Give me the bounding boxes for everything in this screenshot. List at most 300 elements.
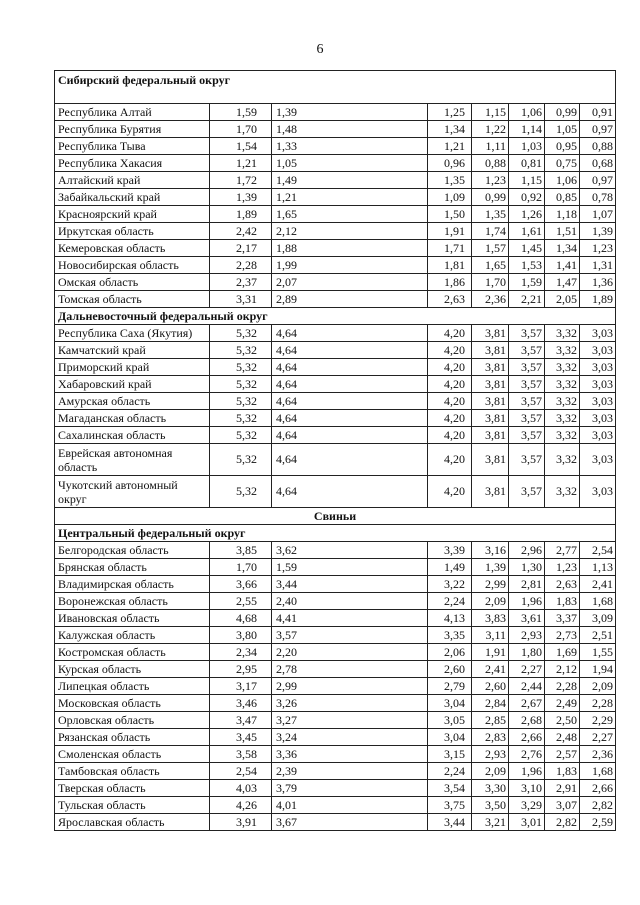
region-name-cell: Приморский край [55,359,210,376]
value-cell: 2,96 [509,542,545,559]
value-cell: 2,12 [545,661,580,678]
value-cell: 1,35 [428,172,472,189]
value-cell: 2,21 [509,291,545,308]
value-cell: 2,76 [509,746,545,763]
value-cell: 1,68 [580,763,616,780]
value-cell: 1,39 [272,104,428,121]
table-row [55,121,616,138]
value-cell: 3,57 [509,427,545,444]
region-name-cell: Липецкая область [55,678,210,695]
value-cell: 4,20 [428,342,472,359]
value-cell: 5,32 [210,376,272,393]
value-cell: 2,44 [509,678,545,695]
value-cell: 3,57 [509,376,545,393]
value-cell: 4,20 [428,444,472,476]
table-row [55,189,616,206]
value-cell: 4,64 [272,476,428,508]
value-cell: 4,20 [428,410,472,427]
value-cell: 2,51 [580,627,616,644]
value-cell: 3,03 [580,376,616,393]
value-cell: 3,91 [210,814,272,831]
value-cell: 3,57 [509,359,545,376]
region-name-cell: Рязанская область [55,729,210,746]
value-cell: 0,68 [580,155,616,172]
table-row [55,576,616,593]
value-cell: 1,65 [472,257,509,274]
value-cell: 2,05 [545,291,580,308]
value-cell: 1,81 [428,257,472,274]
value-cell: 1,14 [509,121,545,138]
value-cell: 3,32 [545,359,580,376]
value-cell: 1,70 [210,559,272,576]
region-name-cell: Омская область [55,274,210,291]
value-cell: 3,62 [272,542,428,559]
value-cell: 3,05 [428,712,472,729]
value-cell: 3,81 [472,342,509,359]
value-cell: 0,97 [580,121,616,138]
value-cell: 2,67 [509,695,545,712]
value-cell: 0,81 [509,155,545,172]
value-cell: 5,32 [210,444,272,476]
value-cell: 1,36 [580,274,616,291]
value-cell: 2,66 [509,729,545,746]
table-row [55,746,616,763]
value-cell: 2,28 [545,678,580,695]
table-row [55,393,616,410]
value-cell: 1,89 [210,206,272,223]
region-name-cell: Республика Саха (Якутия) [55,325,210,342]
value-cell: 2,99 [472,576,509,593]
value-cell: 2,57 [545,746,580,763]
value-cell: 2,59 [580,814,616,831]
table-row [55,274,616,291]
region-name-cell: Томская область [55,291,210,308]
value-cell: 1,83 [545,763,580,780]
value-cell: 2,89 [272,291,428,308]
region-name-cell: Калужская область [55,627,210,644]
value-cell: 2,42 [210,223,272,240]
value-cell: 3,67 [272,814,428,831]
value-cell: 3,81 [472,427,509,444]
region-name-cell: Тульская область [55,797,210,814]
value-cell: 2,54 [580,542,616,559]
value-cell: 4,20 [428,476,472,508]
value-cell: 2,36 [580,746,616,763]
value-cell: 3,57 [509,444,545,476]
region-name-cell: Иркутская область [55,223,210,240]
region-name-cell: Тверская область [55,780,210,797]
value-cell: 1,39 [472,559,509,576]
value-cell: 1,45 [509,240,545,257]
value-cell: 0,99 [545,104,580,121]
table-row [55,138,616,155]
value-cell: 2,73 [545,627,580,644]
value-cell: 1,06 [509,104,545,121]
section-header-row [55,71,616,104]
table-row [55,155,616,172]
value-cell: 2,07 [272,274,428,291]
value-cell: 1,06 [545,172,580,189]
region-name-cell: Ярославская область [55,814,210,831]
value-cell: 1,31 [580,257,616,274]
value-cell: 1,53 [509,257,545,274]
section-header-row [55,308,616,325]
table-body [55,71,616,831]
value-cell: 3,03 [580,427,616,444]
value-cell: 1,22 [472,121,509,138]
region-name-cell: Московская область [55,695,210,712]
value-cell: 3,57 [272,627,428,644]
value-cell: 2,84 [472,695,509,712]
value-cell: 3,32 [545,444,580,476]
value-cell: 2,39 [272,763,428,780]
value-cell: 3,66 [210,576,272,593]
value-cell: 2,93 [472,746,509,763]
value-cell: 1,94 [580,661,616,678]
region-name-cell: Владимирская область [55,576,210,593]
value-cell: 1,05 [272,155,428,172]
value-cell: 1,61 [509,223,545,240]
value-cell: 1,09 [428,189,472,206]
value-cell: 4,03 [210,780,272,797]
value-cell: 2,34 [210,644,272,661]
value-cell: 1,11 [472,138,509,155]
value-cell: 4,20 [428,376,472,393]
region-name-cell: Амурская область [55,393,210,410]
value-cell: 3,22 [428,576,472,593]
value-cell: 4,20 [428,393,472,410]
value-cell: 3,17 [210,678,272,695]
value-cell: 3,32 [545,342,580,359]
region-name-cell: Костромская область [55,644,210,661]
value-cell: 1,49 [272,172,428,189]
value-cell: 5,32 [210,476,272,508]
region-name-cell: Красноярский край [55,206,210,223]
value-cell: 3,58 [210,746,272,763]
section-header-row [55,525,616,542]
table-row [55,763,616,780]
value-cell: 3,46 [210,695,272,712]
value-cell: 1,88 [272,240,428,257]
value-cell: 2,06 [428,644,472,661]
region-name-cell: Алтайский край [55,172,210,189]
table-row [55,376,616,393]
value-cell: 4,64 [272,325,428,342]
value-cell: 2,66 [580,780,616,797]
value-cell: 1,07 [580,206,616,223]
value-cell: 2,93 [509,627,545,644]
value-cell: 3,81 [472,476,509,508]
value-cell: 1,48 [272,121,428,138]
region-name-cell: Воронежская область [55,593,210,610]
value-cell: 0,92 [509,189,545,206]
value-cell: 1,91 [472,644,509,661]
value-cell: 1,30 [509,559,545,576]
section-title: Дальневосточный федеральный округ [55,308,616,325]
value-cell: 2,20 [272,644,428,661]
table-row [55,291,616,308]
value-cell: 4,64 [272,342,428,359]
value-cell: 3,16 [472,542,509,559]
value-cell: 3,32 [545,476,580,508]
value-cell: 0,78 [580,189,616,206]
value-cell: 1,72 [210,172,272,189]
value-cell: 5,32 [210,410,272,427]
value-cell: 3,03 [580,410,616,427]
coefficients-table [54,70,616,831]
value-cell: 3,21 [472,814,509,831]
value-cell: 3,03 [580,444,616,476]
table-row [55,476,616,508]
value-cell: 3,81 [472,359,509,376]
value-cell: 2,54 [210,763,272,780]
value-cell: 3,01 [509,814,545,831]
value-cell: 1,39 [210,189,272,206]
table-row [55,240,616,257]
table-row [55,172,616,189]
value-cell: 4,41 [272,610,428,627]
value-cell: 3,03 [580,476,616,508]
region-name-cell: Сахалинская область [55,427,210,444]
value-cell: 1,57 [472,240,509,257]
table-row [55,644,616,661]
value-cell: 1,23 [472,172,509,189]
value-cell: 3,03 [580,359,616,376]
region-name-cell: Брянская область [55,559,210,576]
value-cell: 1,70 [210,121,272,138]
value-cell: 1,55 [580,644,616,661]
value-cell: 0,99 [472,189,509,206]
value-cell: 4,64 [272,410,428,427]
value-cell: 3,31 [210,291,272,308]
section-title: Сибирский федеральный округ [55,71,616,104]
region-name-cell: Тамбовская область [55,763,210,780]
value-cell: 5,32 [210,325,272,342]
value-cell: 3,44 [272,576,428,593]
table-row [55,359,616,376]
value-cell: 2,60 [428,661,472,678]
value-cell: 3,79 [272,780,428,797]
region-name-cell: Курская область [55,661,210,678]
value-cell: 1,65 [272,206,428,223]
value-cell: 1,54 [210,138,272,155]
value-cell: 3,03 [580,325,616,342]
value-cell: 2,48 [545,729,580,746]
value-cell: 3,81 [472,410,509,427]
value-cell: 5,32 [210,342,272,359]
table-row [55,814,616,831]
table-row [55,627,616,644]
value-cell: 1,80 [509,644,545,661]
value-cell: 4,20 [428,325,472,342]
value-cell: 2,24 [428,763,472,780]
table-row [55,444,616,476]
value-cell: 2,36 [472,291,509,308]
table-row [55,342,616,359]
table-row [55,661,616,678]
value-cell: 3,07 [545,797,580,814]
value-cell: 1,83 [545,593,580,610]
value-cell: 1,47 [545,274,580,291]
value-cell: 3,32 [545,376,580,393]
value-cell: 2,41 [580,576,616,593]
region-name-cell: Орловская область [55,712,210,729]
table-row [55,797,616,814]
value-cell: 2,55 [210,593,272,610]
value-cell: 1,18 [545,206,580,223]
value-cell: 3,61 [509,610,545,627]
region-name-cell: Магаданская область [55,410,210,427]
value-cell: 3,85 [210,542,272,559]
value-cell: 3,81 [472,393,509,410]
value-cell: 3,83 [472,610,509,627]
value-cell: 3,36 [272,746,428,763]
table-row [55,610,616,627]
value-cell: 4,64 [272,393,428,410]
value-cell: 3,32 [545,427,580,444]
value-cell: 1,99 [272,257,428,274]
table-row [55,410,616,427]
value-cell: 3,80 [210,627,272,644]
value-cell: 2,09 [580,678,616,695]
region-name-cell: Республика Бурятия [55,121,210,138]
value-cell: 1,21 [428,138,472,155]
value-cell: 1,71 [428,240,472,257]
value-cell: 5,32 [210,359,272,376]
value-cell: 2,95 [210,661,272,678]
value-cell: 1,03 [509,138,545,155]
value-cell: 1,69 [545,644,580,661]
value-cell: 1,70 [472,274,509,291]
value-cell: 1,33 [272,138,428,155]
value-cell: 3,81 [472,444,509,476]
value-cell: 4,20 [428,359,472,376]
value-cell: 1,89 [580,291,616,308]
value-cell: 3,03 [580,393,616,410]
value-cell: 3,09 [580,610,616,627]
value-cell: 5,32 [210,393,272,410]
value-cell: 2,28 [580,695,616,712]
table-row [55,223,616,240]
value-cell: 3,39 [428,542,472,559]
value-cell: 2,27 [580,729,616,746]
value-cell: 3,32 [545,393,580,410]
value-cell: 2,37 [210,274,272,291]
value-cell: 3,30 [472,780,509,797]
value-cell: 2,85 [472,712,509,729]
region-name-cell: Хабаровский край [55,376,210,393]
value-cell: 1,59 [509,274,545,291]
value-cell: 1,41 [545,257,580,274]
value-cell: 3,50 [472,797,509,814]
value-cell: 1,49 [428,559,472,576]
value-cell: 3,57 [509,342,545,359]
value-cell: 1,23 [545,559,580,576]
table-row [55,104,616,121]
value-cell: 2,28 [210,257,272,274]
value-cell: 2,27 [509,661,545,678]
value-cell: 4,68 [210,610,272,627]
value-cell: 2,68 [509,712,545,729]
table-row [55,729,616,746]
value-cell: 3,47 [210,712,272,729]
value-cell: 1,50 [428,206,472,223]
value-cell: 1,96 [509,763,545,780]
value-cell: 3,57 [509,325,545,342]
table-row [55,559,616,576]
value-cell: 0,88 [472,155,509,172]
value-cell: 3,57 [509,410,545,427]
value-cell: 4,01 [272,797,428,814]
value-cell: 4,64 [272,427,428,444]
region-name-cell: Еврейская автономная область [55,444,210,476]
value-cell: 2,63 [428,291,472,308]
region-name-cell: Кемеровская область [55,240,210,257]
value-cell: 3,11 [472,627,509,644]
value-cell: 1,23 [580,240,616,257]
category-title: Свиньи [55,508,616,525]
region-name-cell: Чукотский автономный округ [55,476,210,508]
value-cell: 2,83 [472,729,509,746]
region-name-cell: Ивановская область [55,610,210,627]
value-cell: 3,29 [509,797,545,814]
value-cell: 2,41 [472,661,509,678]
value-cell: 3,81 [472,325,509,342]
value-cell: 1,26 [509,206,545,223]
value-cell: 2,91 [545,780,580,797]
value-cell: 0,75 [545,155,580,172]
value-cell: 4,64 [272,376,428,393]
value-cell: 1,34 [545,240,580,257]
table-row [55,678,616,695]
page-number: 6 [316,42,324,57]
value-cell: 3,81 [472,376,509,393]
value-cell: 3,44 [428,814,472,831]
value-cell: 4,13 [428,610,472,627]
value-cell: 3,45 [210,729,272,746]
value-cell: 3,24 [272,729,428,746]
value-cell: 4,64 [272,444,428,476]
value-cell: 3,35 [428,627,472,644]
region-name-cell: Новосибирская область [55,257,210,274]
table-row [55,206,616,223]
value-cell: 2,77 [545,542,580,559]
region-name-cell: Республика Алтай [55,104,210,121]
value-cell: 1,25 [428,104,472,121]
value-cell: 1,34 [428,121,472,138]
value-cell: 1,86 [428,274,472,291]
table-row [55,593,616,610]
value-cell: 3,32 [545,410,580,427]
value-cell: 3,37 [545,610,580,627]
value-cell: 2,12 [272,223,428,240]
value-cell: 0,88 [580,138,616,155]
section-title: Центральный федеральный округ [55,525,616,542]
value-cell: 3,10 [509,780,545,797]
value-cell: 3,04 [428,695,472,712]
value-cell: 0,85 [545,189,580,206]
value-cell: 3,15 [428,746,472,763]
value-cell: 2,17 [210,240,272,257]
value-cell: 4,64 [272,359,428,376]
value-cell: 3,57 [509,476,545,508]
table-row [55,542,616,559]
value-cell: 2,09 [472,763,509,780]
value-cell: 3,27 [272,712,428,729]
value-cell: 1,59 [210,104,272,121]
value-cell: 2,82 [580,797,616,814]
value-cell: 1,91 [428,223,472,240]
